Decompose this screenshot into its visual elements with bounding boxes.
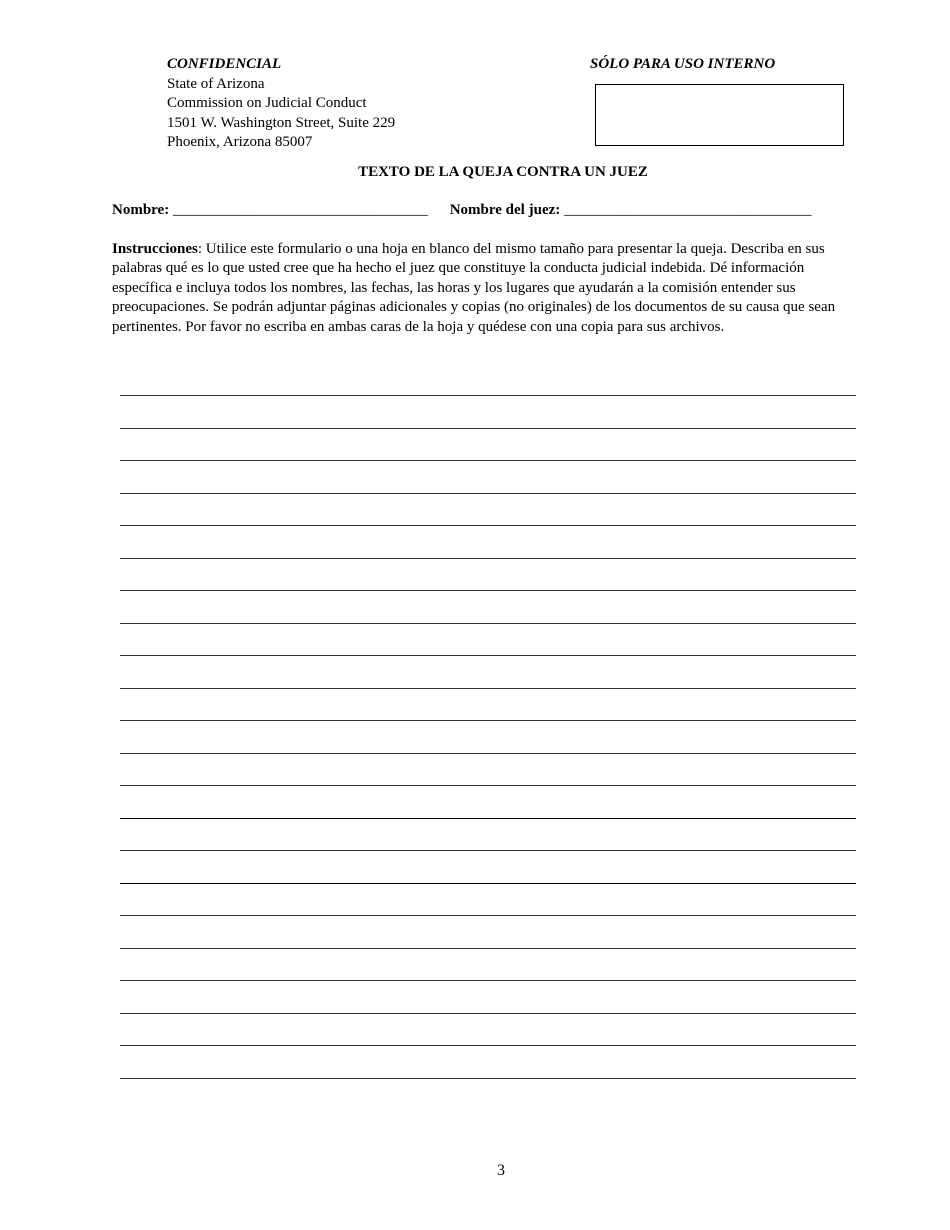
header-right [590,55,775,75]
name-field[interactable]: __________________________________ [172,202,428,218]
name-label: Nombre: [112,202,170,218]
writing-line[interactable] [120,1045,856,1046]
writing-line[interactable] [120,915,856,916]
writing-line[interactable] [120,493,856,494]
name-row [112,202,852,219]
internal-use-box[interactable] [595,84,844,146]
confidential-label: CONFIDENCIAL [167,56,282,72]
address-line-city: Phoenix, Arizona 85007 [167,134,313,150]
writing-line[interactable] [120,525,856,526]
writing-line[interactable] [120,948,856,949]
writing-line[interactable] [120,395,856,396]
writing-line[interactable] [120,590,856,591]
writing-line[interactable] [120,1078,856,1079]
writing-line[interactable] [120,753,856,754]
header-left [167,55,395,153]
writing-line[interactable] [120,785,856,786]
writing-line[interactable] [120,720,856,721]
writing-line[interactable] [120,460,856,461]
writing-line[interactable] [120,818,856,819]
judge-name-label: Nombre del juez: [449,202,561,218]
writing-line[interactable] [120,655,856,656]
instructions-paragraph [112,240,836,337]
writing-line[interactable] [120,980,856,981]
writing-line[interactable] [120,558,856,559]
internal-use-label: SÓLO PARA USO INTERNO [590,56,776,72]
judge-name-field[interactable]: _________________________________ [564,202,812,218]
writing-line[interactable] [120,688,856,689]
address-line-state: State of Arizona [167,75,265,92]
address-line-street: 1501 W. Washington Street, Suite 229 [167,114,396,131]
instructions-label: Instrucciones [112,241,198,257]
form-title: TEXTO DE LA QUEJA CONTRA UN JUEZ [358,164,648,180]
instructions-text: : Utilice este formulario o una hoja en blanco del mismo tamaño para presentar la queja. Describa en sus palabras qué es lo que usted cree que ha hecho el juez que constituye la conducta judicial indebida. Dé información específica e incluya todos los nombres, las fechas, las horas y los lugares que ayudarán a la comisión entender sus preocupaciones. Se podrán adjuntar páginas adicionales y copias (no originales) de los documentos de su causa que sean pertinentes. Por favor no escriba en ambas caras de la hoja y quédese con una copia para sus archivos. [112,241,836,335]
writing-line[interactable] [120,883,856,884]
writing-line[interactable] [120,850,856,851]
page-number: 3 [497,1162,505,1179]
writing-line[interactable] [120,1013,856,1014]
writing-line[interactable] [120,623,856,624]
writing-line[interactable] [120,428,856,429]
address-line-commission: Commission on Judicial Conduct [167,95,367,111]
